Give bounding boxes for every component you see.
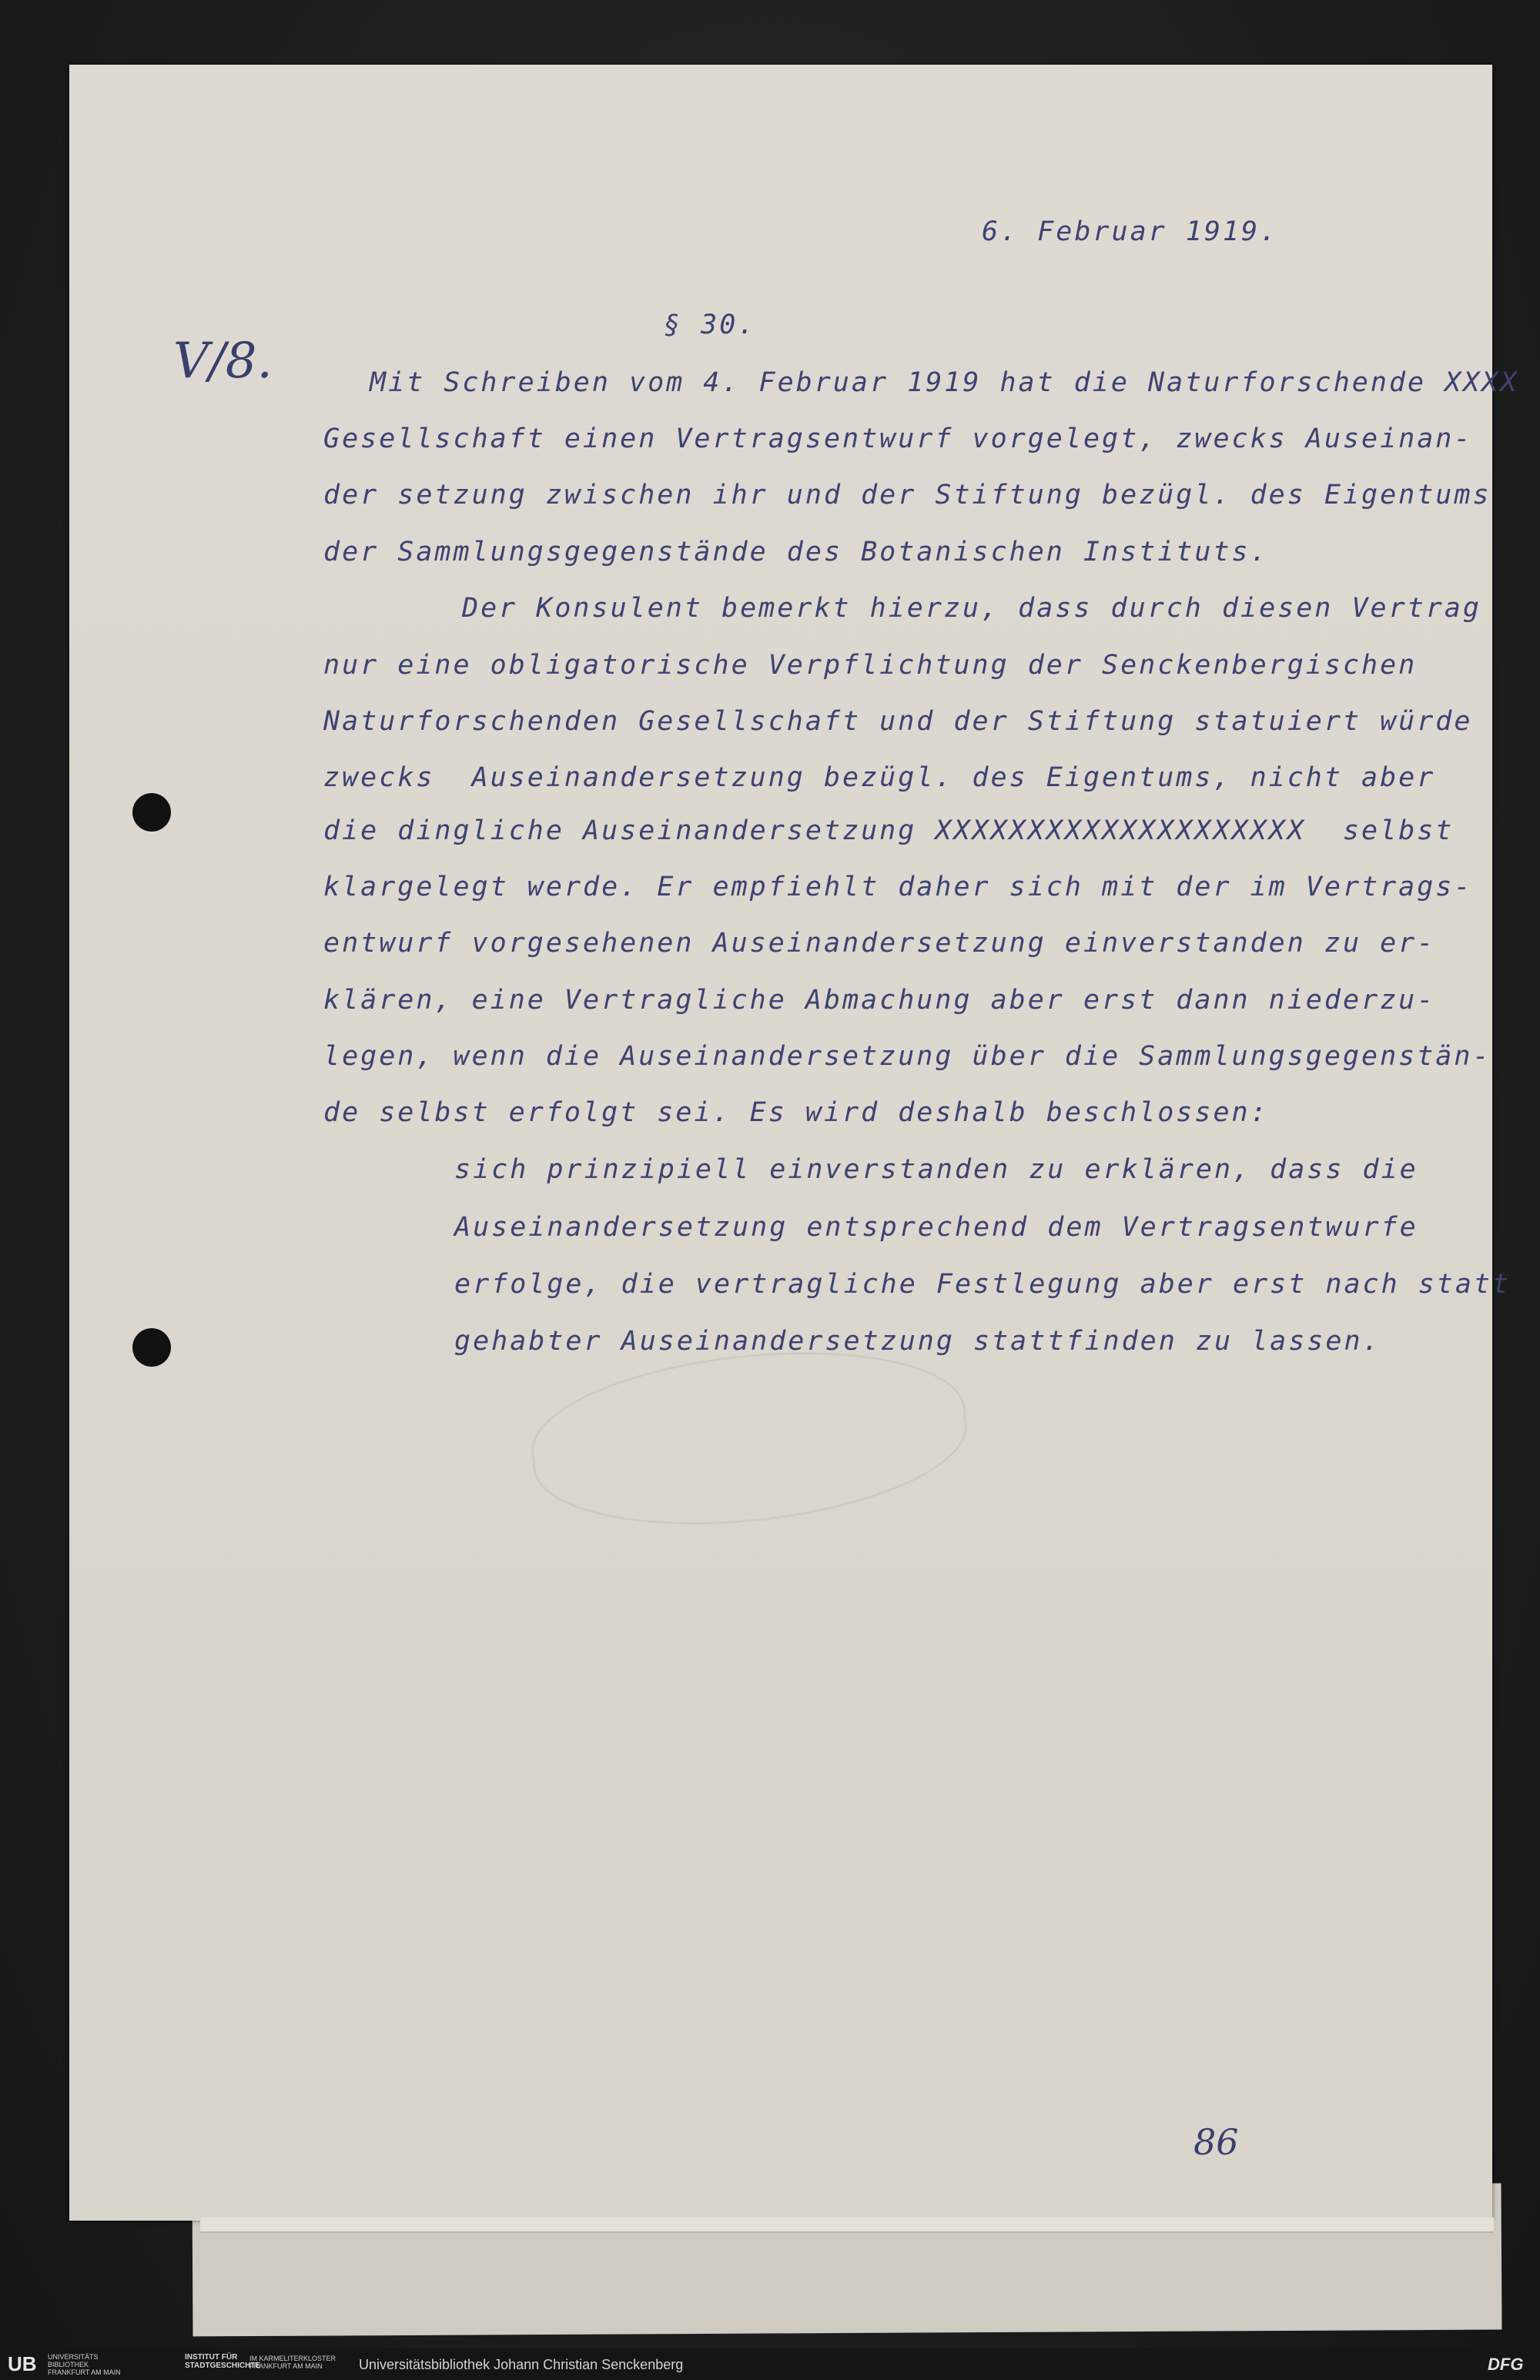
sheet-edge: [200, 2218, 1494, 2233]
paragraph2-line: Der Konsulent bemerkt hierzu, dass durch diesen Vertrag: [462, 593, 1481, 624]
paragraph2-line: klären, eine Vertragliche Abmachung aber erst dann niederzu-: [323, 985, 1436, 1016]
paragraph2-line: de selbst erfolgt sei. Es wird deshalb beschlossen:: [323, 1097, 1269, 1128]
library-name: Universitätsbibliothek Johann Christian Senckenberg: [359, 2357, 684, 2372]
punch-hole-bottom: [132, 1328, 171, 1367]
document-date: 6. Februar 1919.: [982, 216, 1279, 247]
resolution-line: Auseinandersetzung entsprechend dem Vertragsentwurfe: [454, 1212, 1418, 1243]
institute-logo-text: INSTITUT FÜR STADTGESCHICHTE: [185, 2353, 261, 2370]
section-number: § 30.: [664, 310, 757, 340]
paragraph2-line: legen, wenn die Auseinandersetzung über die Sammlungsgegenstän-: [323, 1041, 1491, 1072]
paragraph2-line: Naturforschenden Gesellschaft und der Stiftung statuiert würde: [323, 706, 1473, 737]
paragraph2-line: zwecks Auseinandersetzung bezügl. des Eigentums, nicht aber: [323, 762, 1436, 793]
resolution-line: erfolge, die vertragliche Festlegung aber erst nach statt: [454, 1269, 1512, 1300]
paragraph1-line: Mit Schreiben vom 4. Februar 1919 hat die Naturforschende XXXX: [370, 367, 1519, 398]
margin-note: V/8.: [173, 333, 273, 390]
dfg-logo: DFG: [1488, 2355, 1524, 2374]
institute-logo-subtext: IM KARMELITERKLOSTER FRANKFURT AM MAIN: [249, 2355, 336, 2370]
page-number-handwritten: 86: [1194, 2121, 1239, 2163]
ub-logo: UB: [8, 2352, 37, 2375]
paragraph1-line: der Sammlungsgegenstände des Botanischen Instituts.: [323, 537, 1269, 567]
paragraph1-line: Gesellschaft einen Vertragsentwurf vorgelegt, zwecks Auseinan-: [323, 423, 1473, 454]
punch-hole-top: [132, 793, 171, 832]
paragraph2-line: die dingliche Auseinandersetzung XXXXXXXXXXXXXXXXXXXX selbst: [323, 815, 1455, 846]
paragraph1-line: der setzung zwischen ihr und der Stiftung bezügl. des Eigentums: [323, 480, 1491, 510]
ub-logo-text: UNIVERSITÄTS BIBLIOTHEK FRANKFURT AM MAIN: [48, 2353, 121, 2376]
paragraph2-line: nur eine obligatorische Verpflichtung der Senckenbergischen: [323, 650, 1418, 681]
paragraph2-line: entwurf vorgesehenen Auseinandersetzung einverstanden zu er-: [323, 928, 1436, 959]
resolution-line: sich prinzipiell einverstanden zu erklären, dass die: [454, 1154, 1418, 1185]
paragraph2-line: klargelegt werde. Er empfiehlt daher sich mit der im Vertrags-: [323, 872, 1473, 902]
resolution-line: gehabter Auseinandersetzung stattfinden zu lassen.: [454, 1326, 1381, 1357]
